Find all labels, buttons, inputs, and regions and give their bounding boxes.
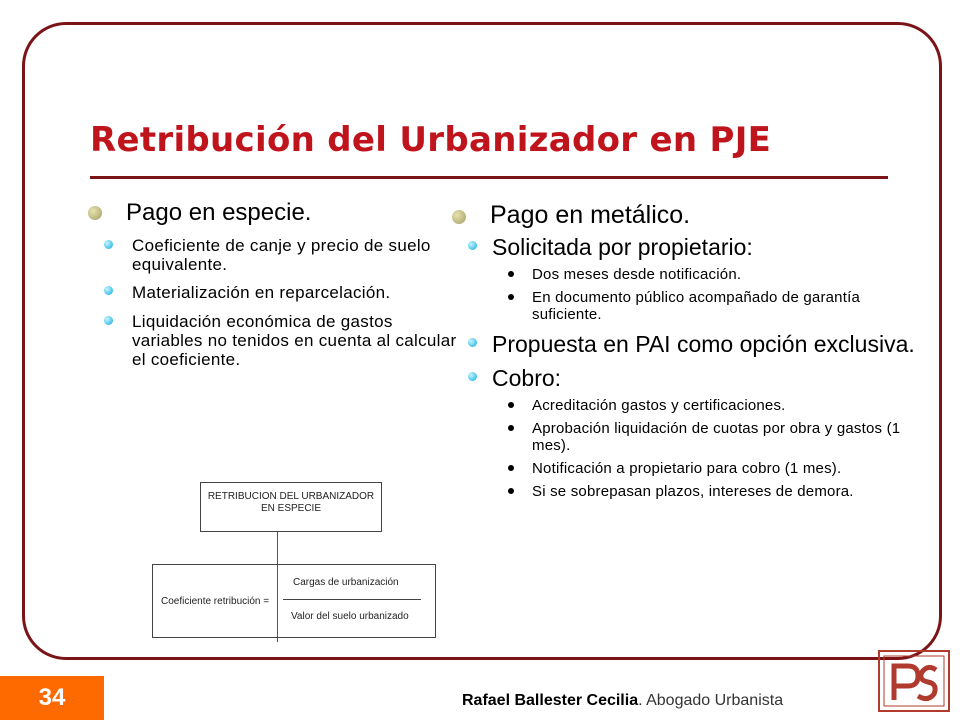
bullet-dot-icon: [508, 488, 514, 494]
bullet-dot-icon: [468, 372, 477, 381]
bullet-heading: Pago en metálico.: [490, 201, 691, 229]
sub-bullet: [88, 282, 468, 304]
sub-bullet-text: Propuesta en PAI como opción exclusiva.: [492, 331, 915, 357]
sub-bullet-text: Materialización en reparcelación.: [132, 283, 391, 302]
sub-bullet: [452, 365, 932, 391]
sub-sub-bullet-text: Notificación a propietario para cobro (1 mes).: [532, 460, 842, 477]
left-column: [88, 198, 468, 369]
diagram-title-box: [200, 482, 382, 532]
bullet-dot-icon: [104, 240, 113, 249]
sub-sub-bullet: [452, 266, 932, 283]
fraction-line: [283, 599, 421, 600]
sub-sub-bullet-text: Acreditación gastos y certificaciones.: [532, 397, 786, 414]
bullet-dot-icon: [88, 206, 102, 220]
right-column: [452, 200, 932, 500]
sub-sub-bullet: [452, 289, 932, 323]
diagram-formula-box: [152, 564, 436, 638]
bullet-dot-icon: [104, 286, 113, 295]
bullet-dot-icon: [508, 425, 514, 431]
sub-sub-bullet: [452, 397, 932, 414]
bullet-dot-icon: [468, 338, 477, 347]
sub-sub-bullet-text: Si se sobrepasan plazos, intereses de demora.: [532, 483, 854, 500]
bullet-dot-icon: [468, 241, 477, 250]
bullet-dot-icon: [508, 465, 514, 471]
sub-bullet: [88, 312, 468, 369]
formula-denominator: Valor del suelo urbanizado: [291, 611, 409, 622]
bullet-dot-icon: [452, 210, 466, 224]
sub-bullet-text: Cobro:: [492, 365, 562, 391]
retribution-diagram: [150, 478, 440, 653]
sub-bullet: [452, 234, 932, 260]
bullet-pago-metalico: [452, 200, 932, 230]
sub-sub-bullet: [452, 460, 932, 477]
bullet-dot-icon: [508, 402, 514, 408]
sub-bullet: [452, 331, 932, 357]
sub-sub-bullet: [452, 420, 932, 454]
footer-role: . Abogado Urbanista: [638, 692, 784, 709]
diagram-title-line-2: EN ESPECIE: [260, 503, 322, 514]
formula-label: Coeficiente retribución =: [161, 596, 270, 607]
slide-title: Retribución del Urbanizador en PJE: [90, 120, 772, 160]
sub-bullet-text: Liquidación económica de gastos variables no tenidos en cuenta al calcular el coeficiente.: [132, 312, 457, 369]
sub-bullet: [88, 236, 468, 274]
sub-bullet-text: Solicitada por propietario:: [492, 234, 753, 260]
footer-author: Rafael Ballester Cecilia: [462, 692, 639, 709]
sub-sub-bullet-text: Dos meses desde notificación.: [532, 266, 742, 283]
bullet-dot-icon: [104, 316, 113, 325]
footer-credit: [462, 692, 783, 710]
sub-sub-bullet-text: Aprobación liquidación de cuotas por obra y gastos (1 mes).: [532, 420, 901, 454]
sub-bullet-text: Coeficiente de canje y precio de suelo equivalente.: [132, 236, 431, 274]
sub-sub-bullet-text: En documento público acompañado de garantía suficiente.: [532, 289, 860, 323]
sub-sub-bullet: [452, 483, 932, 500]
bullet-dot-icon: [508, 271, 514, 277]
bullet-heading: Pago en especie.: [126, 199, 312, 226]
slide-number: 34: [0, 676, 104, 720]
bullet-dot-icon: [508, 294, 514, 300]
formula-numerator: Cargas de urbanización: [293, 577, 399, 588]
ps-logo-icon: [878, 650, 950, 712]
title-underline: [90, 176, 888, 179]
diagram-title-line-1: RETRIBUCION DEL URBANIZADOR: [207, 491, 375, 502]
bullet-pago-especie: [88, 198, 468, 228]
